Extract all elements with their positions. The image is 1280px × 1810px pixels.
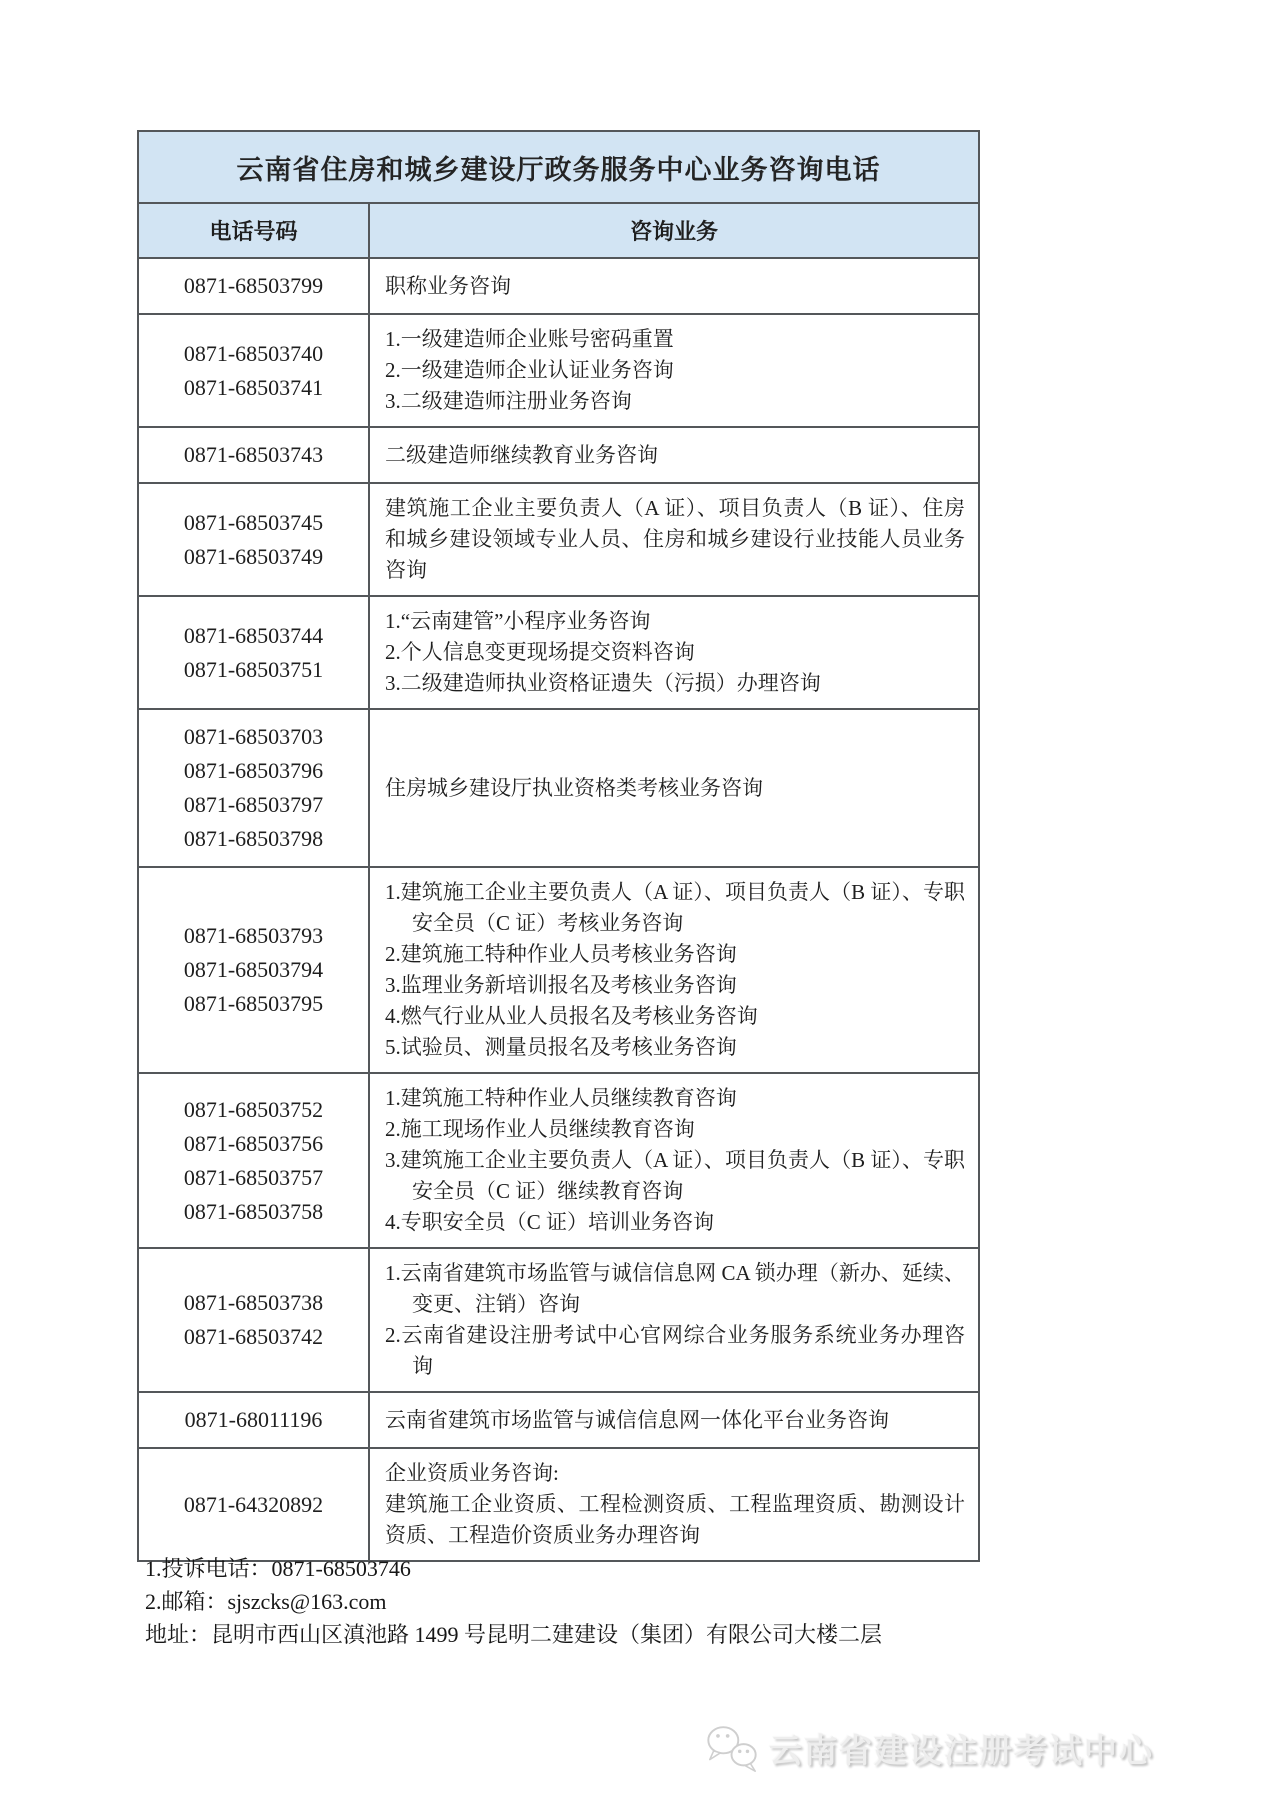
phone-number: 0871-68503798: [183, 826, 324, 851]
wechat-chat-bubbles-icon: [703, 1722, 761, 1774]
business-cell: [370, 1074, 978, 1247]
business-line: 4.专职安全员（C 证）培训业务咨询: [385, 1210, 715, 1234]
business-cell: [370, 710, 978, 866]
business-line: 1.一级建造师企业账号密码重置: [385, 327, 674, 351]
business-line: 2.施工现场作业人员继续教育咨询: [385, 1117, 695, 1141]
business-line: 2.个人信息变更现场提交资料咨询: [385, 640, 695, 664]
business-line: 3.二级建造师注册业务咨询: [385, 389, 632, 413]
table-row: [139, 868, 978, 1074]
business-cell: [370, 597, 978, 708]
phone-number: 0871-64320892: [183, 1491, 324, 1517]
footer-notes: [145, 1552, 1045, 1651]
table-row: [139, 597, 978, 710]
phone-number: 0871-68503751: [183, 656, 324, 682]
page-title: 云南省住房和城乡建设厅政务服务中心业务咨询电话: [139, 132, 978, 204]
business-cell: [370, 1249, 978, 1391]
business-cell: [370, 868, 978, 1072]
phone-cell: [139, 1393, 370, 1447]
business-line: 3.二级建造师执业资格证遗失（污损）办理咨询: [385, 671, 821, 695]
business-cell: [370, 259, 978, 313]
phone-cell: [139, 315, 370, 426]
business-line: 1.建筑施工企业主要负责人（A 证）、项目负责人（B 证）、专职安全员（C 证）考核业务咨询: [385, 880, 965, 935]
business-line: 2.一级建造师企业认证业务咨询: [385, 358, 674, 382]
address-note: 地址：昆明市西山区滇池路 1499 号昆明二建建设（集团）有限公司大楼二层: [145, 1622, 883, 1647]
business-line: 1.云南省建筑市场监管与诚信信息网 CA 锁办理（新办、延续、变更、注销）咨询: [385, 1261, 965, 1316]
table-row: [139, 315, 978, 428]
phone-number: 0871-68503741: [183, 374, 324, 400]
column-header-business: 咨询业务: [629, 219, 718, 244]
phone-number: 0871-68503744: [183, 622, 324, 648]
table-row: [139, 710, 978, 868]
phone-cell: [139, 1074, 370, 1247]
phone-number: 0871-68503749: [183, 543, 324, 569]
phone-number: 0871-68503743: [183, 442, 324, 467]
business-line: 建筑施工企业主要负责人（A 证）、项目负责人（B 证）、住房和城乡建设领域专业人员、住房和城乡建设行业技能人员业务咨询: [385, 496, 965, 582]
table-row: [139, 1074, 978, 1249]
phone-number: 0871-68503745: [183, 509, 324, 535]
phone-cell: [139, 259, 370, 313]
business-line: 职称业务咨询: [385, 273, 511, 298]
phone-number: 0871-68503752: [183, 1096, 324, 1122]
column-header-phone: 电话号码: [139, 204, 370, 257]
table-row: [139, 428, 978, 484]
business-line: 2.云南省建设注册考试中心官网综合业务服务系统业务办理咨询: [385, 1323, 965, 1378]
business-line: 企业资质业务咨询:: [385, 1461, 559, 1485]
complaint-phone-note: 1.投诉电话：0871-68503746: [145, 1556, 411, 1581]
business-line: 3.监理业务新培训报名及考核业务咨询: [385, 973, 737, 997]
email-note: 2.邮箱：sjszcks@163.com: [145, 1589, 387, 1614]
table-header-row: [139, 204, 978, 259]
business-cell: [370, 484, 978, 595]
table-row: [139, 1249, 978, 1393]
phone-number: 0871-68503740: [183, 340, 324, 366]
phone-cell: [139, 597, 370, 708]
business-cell: [370, 1393, 978, 1447]
business-line: 2.建筑施工特种作业人员考核业务咨询: [385, 942, 737, 966]
business-line: 建筑施工企业资质、工程检测资质、工程监理资质、勘测设计资质、工程造价资质业务办理咨询: [385, 1492, 965, 1547]
business-line: 二级建造师继续教育业务咨询: [385, 442, 658, 467]
phone-number: 0871-68503756: [183, 1130, 324, 1156]
phone-number: 0871-68503738: [183, 1290, 324, 1315]
table-row: [139, 1449, 978, 1560]
phone-number: 0871-68503793: [183, 923, 324, 948]
business-line: 住房城乡建设厅执业资格类考核业务咨询: [385, 775, 763, 800]
business-line: 4.燃气行业从业人员报名及考核业务咨询: [385, 1004, 758, 1028]
phone-number: 0871-68503757: [183, 1164, 324, 1190]
business-line: 5.试验员、测量员报名及考核业务咨询: [385, 1035, 737, 1059]
phone-cell: [139, 428, 370, 482]
phone-number: 0871-68503797: [183, 792, 324, 817]
business-cell: [370, 1449, 978, 1560]
phone-cell: [139, 1449, 370, 1560]
phone-number: 0871-68503796: [183, 758, 324, 783]
table-row: [139, 1393, 978, 1449]
table-row: [139, 259, 978, 315]
phone-cell: [139, 710, 370, 866]
business-line: 云南省建筑市场监管与诚信信息网一体化平台业务咨询: [385, 1407, 889, 1432]
bottom-watermark: [703, 1722, 1154, 1774]
business-line: 3.建筑施工企业主要负责人（A 证）、项目负责人（B 证）、专职安全员（C 证）继续教育咨询: [385, 1148, 965, 1203]
business-line: 1.建筑施工特种作业人员继续教育咨询: [385, 1086, 737, 1110]
phone-cell: [139, 1249, 370, 1391]
business-line: 1.“云南建管”小程序业务咨询: [385, 609, 651, 633]
phone-number: 0871-68503795: [183, 991, 324, 1016]
phone-directory-table: [137, 130, 980, 1562]
business-cell: [370, 428, 978, 482]
watermark-text: 云南省建设注册考试中心: [769, 1733, 1154, 1770]
phone-cell: [139, 868, 370, 1072]
phone-cell: [139, 484, 370, 595]
phone-number: 0871-68011196: [184, 1407, 323, 1432]
business-cell: [370, 315, 978, 426]
phone-number: 0871-68503703: [183, 724, 324, 749]
phone-number: 0871-68503758: [183, 1198, 324, 1224]
table-row: [139, 484, 978, 597]
phone-number: 0871-68503742: [183, 1324, 324, 1349]
phone-number: 0871-68503799: [183, 273, 324, 298]
phone-number: 0871-68503794: [183, 957, 324, 982]
